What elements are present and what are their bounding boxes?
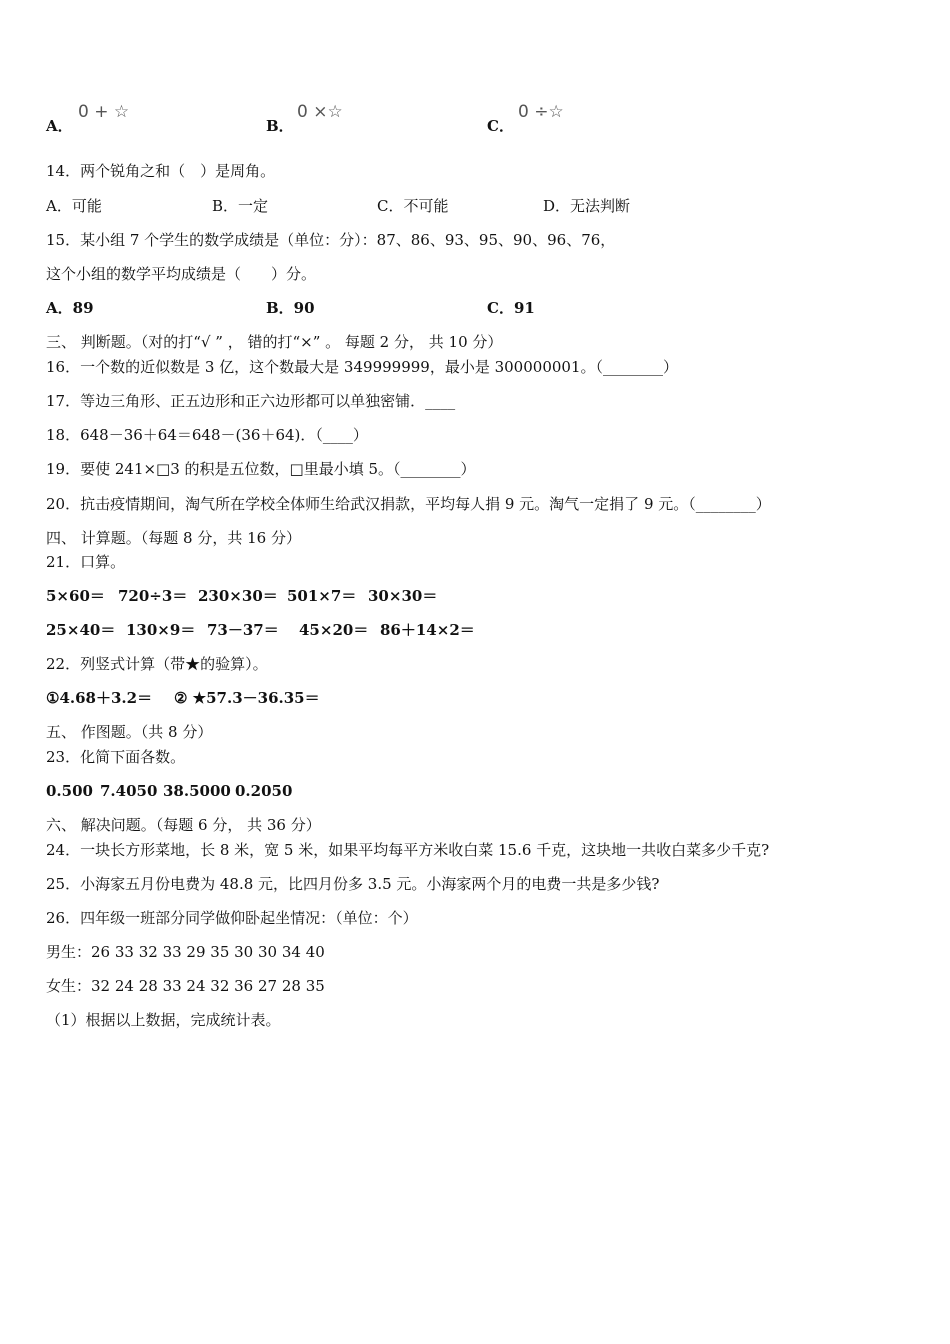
q26-sub-question-1: （1）根据以上数据，完成统计表。: [46, 1011, 281, 1029]
calc-item: 501×7＝: [287, 587, 357, 605]
q26-stem: 26．四年级一班部分同学做仰卧起坐情况：（单位：个）: [46, 909, 418, 927]
q24: 24．一块长方形菜地，长 8 米，宽 5 米，如果平均每平方米收白菜 15.6 千克，这块地一共收白菜多少千克?: [46, 841, 770, 859]
option-expression: 0 + ☆: [78, 102, 130, 122]
q26-boys-data: 男生：26 33 32 33 29 35 30 30 34 40: [46, 943, 325, 961]
section-3-title: 三、 判断题。（对的打“√ ” ， 错的打“×” 。 每题 2 分， 共 10 分）: [46, 333, 503, 351]
q14-option-a: A．可能: [46, 197, 102, 215]
q15-option-a: A．89: [46, 299, 94, 317]
q20: 20．抗击疫情期间，淘气所在学校全体师生给武汉捐款，平均每人捐 9 元。淘气一定捐了 9 元。（________）: [46, 495, 771, 513]
section-6-title: 六、 解决问题。（每题 6 分， 共 36 分）: [46, 816, 321, 834]
number-item: 0.500: [46, 782, 93, 800]
q15-option-b: B．90: [266, 299, 315, 317]
q22-items: [46, 688, 320, 708]
q21-row-2: [46, 620, 475, 640]
calc-item: 230×30＝: [198, 587, 278, 605]
calc-item: 5×60＝: [46, 587, 105, 605]
calc-item: 45×20＝: [299, 621, 369, 639]
q22-stem: 22．列竖式计算（带★的验算）。: [46, 655, 268, 673]
q18: 18．648－36＋64＝648－(36＋64)．（____）: [46, 426, 368, 444]
calc-item: 86＋14×2＝: [380, 621, 475, 639]
q26-girls-data: 女生：32 24 28 33 24 32 36 27 28 35: [46, 977, 325, 995]
option-letter: A．: [46, 117, 73, 135]
q25: 25．小海家五月份电费为 48.8 元，比四月份多 3.5 元。小海家两个月的电费一共是多少钱?: [46, 875, 660, 893]
calc-item: 73－37＝: [207, 621, 279, 639]
q14-option-d: D．无法判断: [543, 197, 631, 215]
q21-row-1: [46, 586, 437, 606]
q15-stem-line1: 15．某小组 7 个学生的数学成绩是（单位：分）：87、86、93、95、90、96、76，: [46, 231, 616, 249]
calc-item: 30×30＝: [368, 587, 438, 605]
calc-item: 720÷3＝: [118, 587, 188, 605]
q15-stem-line2: 这个小组的数学平均成绩是（ ）分。: [46, 265, 317, 283]
q17: 17．等边三角形、正五边形和正六边形都可以单独密铺．____: [46, 392, 456, 410]
section-4-title: 四、 计算题。（每题 8 分，共 16 分）: [46, 529, 301, 547]
q14-option-c: C．不可能: [377, 197, 449, 215]
option-expression: 0 ÷☆: [518, 102, 564, 122]
number-item: 7.4050: [100, 782, 158, 800]
number-item: 38.5000: [163, 782, 231, 800]
q23-stem: 23．化简下面各数。: [46, 748, 186, 766]
calc-item: 130×9＝: [126, 621, 196, 639]
calc-item: ② ★57.3－36.35＝: [174, 689, 320, 707]
q14-option-b: B．一定: [212, 197, 269, 215]
q16: 16．一个数的近似数是 3 亿，这个数最大是 349999999，最小是 300000001。（________）: [46, 358, 678, 376]
q15-option-c: C．91: [487, 299, 535, 317]
q23-numbers: [46, 781, 292, 801]
q14-stem: 14．两个锐角之和（ ）是周角。: [46, 162, 276, 180]
option-letter: B．: [266, 117, 294, 135]
option-expression: 0 ×☆: [297, 102, 343, 122]
q19: 19．要使 241×□3 的积是五位数，□里最小填 5。（________）: [46, 460, 476, 478]
calc-item: 25×40＝: [46, 621, 116, 639]
option-letter: C．: [487, 117, 514, 135]
section-5-title: 五、 作图题。（共 8 分）: [46, 723, 213, 741]
q21-stem: 21．口算。: [46, 553, 126, 571]
number-item: 0.2050: [235, 782, 293, 800]
calc-item: ①4.68＋3.2＝: [46, 689, 153, 707]
